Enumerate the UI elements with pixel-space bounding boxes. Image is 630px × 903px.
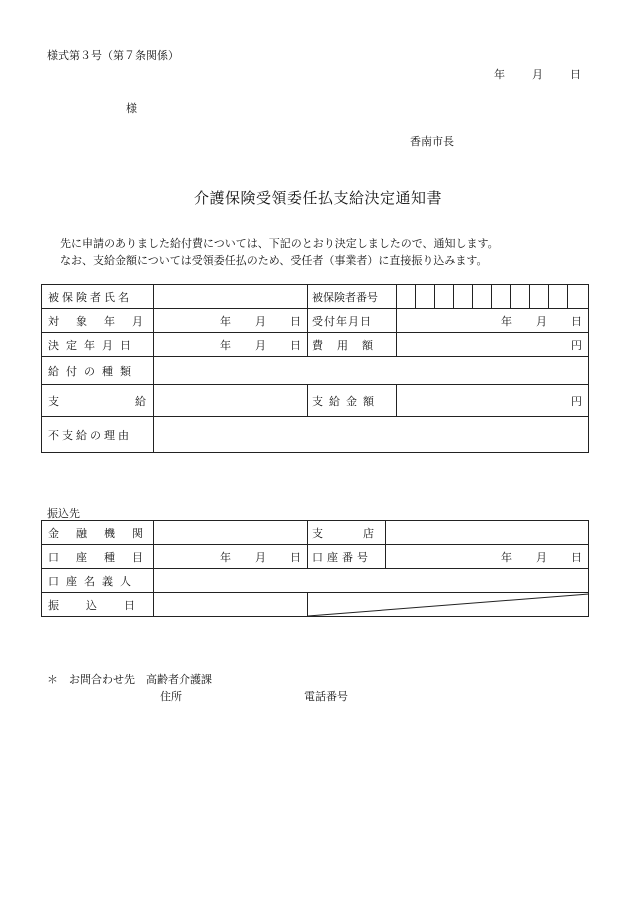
header-date <box>494 66 581 82</box>
diagonal-strike <box>308 593 589 617</box>
table-row <box>42 521 589 545</box>
account-type-value[interactable] <box>154 545 308 569</box>
label-account-holder <box>42 569 154 593</box>
label-nonpayment-reason <box>42 417 154 453</box>
insured-number-digit[interactable] <box>397 285 416 309</box>
label-branch: 支店 <box>308 521 386 545</box>
decision-date-label: 決定年月日 <box>48 338 138 352</box>
label-target-month <box>42 309 160 333</box>
label-account-type <box>42 545 160 569</box>
table-row <box>42 385 589 417</box>
transfer-date-value[interactable] <box>154 593 308 617</box>
branch-value[interactable] <box>386 521 589 545</box>
target-month-value[interactable] <box>154 309 308 333</box>
benefit-type-label: 給付の種類 <box>48 364 138 378</box>
label-benefit-type <box>42 357 154 385</box>
insured-number-digit[interactable] <box>492 285 511 309</box>
cost-amount-value[interactable] <box>397 333 589 357</box>
table-row <box>42 309 589 333</box>
account-number-value[interactable] <box>386 545 589 569</box>
transfer-blank-cell <box>308 593 589 617</box>
decision-date-date <box>160 337 301 353</box>
table-row <box>42 333 589 357</box>
bank-value[interactable] <box>154 521 308 545</box>
table-row <box>42 417 589 453</box>
date-day-label: 日 <box>571 550 582 564</box>
transfer-date-label: 振込日 <box>48 598 162 612</box>
received-date-value[interactable] <box>397 309 589 333</box>
insured-number-digit[interactable] <box>454 285 473 309</box>
transfer-heading: 振込先 <box>47 507 80 520</box>
received-date-date <box>403 313 582 329</box>
date-year-label: 年 <box>220 338 231 352</box>
yen-label: 円 <box>571 338 582 352</box>
contact-label: ＊ お問合わせ先 高齢者介護課 <box>47 673 212 686</box>
date-month-label: 月 <box>255 338 266 352</box>
payment-amount-value[interactable] <box>397 385 589 417</box>
diagonal-line <box>308 594 589 616</box>
yen-label: 円 <box>571 394 582 408</box>
account-number-date <box>392 549 582 565</box>
benefit-table <box>41 284 589 453</box>
label-bank <box>42 521 160 545</box>
nonpayment-reason-value[interactable] <box>154 417 589 453</box>
insured-number-digit[interactable] <box>435 285 454 309</box>
date-month-label: 月 <box>255 550 266 564</box>
target-month-date <box>160 313 301 329</box>
date-day-label: 日 <box>571 314 582 328</box>
date-year-label: 年 <box>501 550 512 564</box>
label-decision-date <box>42 333 154 357</box>
decision-date-value[interactable] <box>154 333 308 357</box>
header-date-year: 年 <box>494 68 505 81</box>
label-payment-amount: 支給金額 <box>308 385 397 417</box>
insured-number-digit[interactable] <box>416 285 435 309</box>
benefit-type-value[interactable] <box>154 357 589 385</box>
bank-label: 金融機関 <box>48 526 160 540</box>
insured-number-digit[interactable] <box>511 285 530 309</box>
table-row <box>42 285 589 309</box>
date-month-label: 月 <box>536 314 547 328</box>
account-holder-label: 口座名義人 <box>48 574 138 588</box>
insured-number-digit[interactable] <box>530 285 549 309</box>
insured-name-label: 被保険者氏名 <box>48 290 132 304</box>
payment-label: 支給 <box>48 394 222 408</box>
contact-phone: 電話番号 <box>304 690 348 703</box>
insured-name-value[interactable] <box>154 285 308 309</box>
label-cost-amount: 費用額 <box>308 333 397 357</box>
date-day-label: 日 <box>290 314 301 328</box>
page-title: 介護保険受領委任払支給決定通知書 <box>194 189 443 207</box>
table-row <box>42 357 589 385</box>
account-type-date <box>160 549 301 565</box>
date-month-label: 月 <box>255 314 266 328</box>
date-year-label: 年 <box>220 314 231 328</box>
addressee-suffix: 様 <box>126 102 137 115</box>
date-year-label: 年 <box>501 314 512 328</box>
label-insured-name <box>42 285 154 309</box>
table-row <box>42 545 589 569</box>
label-received-date: 受付年月日 <box>308 309 397 333</box>
table-row <box>42 569 589 593</box>
insured-number-digit[interactable] <box>568 285 589 309</box>
label-transfer-date <box>42 593 162 617</box>
account-type-label: 口座種目 <box>48 550 160 564</box>
insured-number-digit[interactable] <box>549 285 568 309</box>
nonpayment-reason-label: 不支給の理由 <box>48 428 132 442</box>
date-day-label: 日 <box>290 550 301 564</box>
issuer: 香南市長 <box>410 135 454 148</box>
form-number: 様式第３号（第７条関係） <box>47 49 179 62</box>
label-account-number: 口座番号 <box>308 545 386 569</box>
insured-number-digit[interactable] <box>473 285 492 309</box>
account-holder-value[interactable] <box>154 569 589 593</box>
target-month-label: 対象年月 <box>48 314 160 328</box>
label-insured-number: 被保険者番号 <box>308 285 397 309</box>
label-payment <box>42 385 222 417</box>
date-year-label: 年 <box>220 550 231 564</box>
transfer-table <box>41 520 589 617</box>
table-row <box>42 593 589 617</box>
date-day-label: 日 <box>290 338 301 352</box>
header-date-day: 日 <box>570 68 581 81</box>
date-month-label: 月 <box>536 550 547 564</box>
intro-line-2: なお、支給金額については受領委任払のため、受任者（事業者）に直接振り込みます。 <box>60 254 488 267</box>
header-date-month: 月 <box>532 68 543 81</box>
intro-line-1: 先に申請のありました給付費については、下記のとおり決定しましたので、通知します。 <box>60 237 499 250</box>
contact-address: 住所 <box>160 690 182 703</box>
